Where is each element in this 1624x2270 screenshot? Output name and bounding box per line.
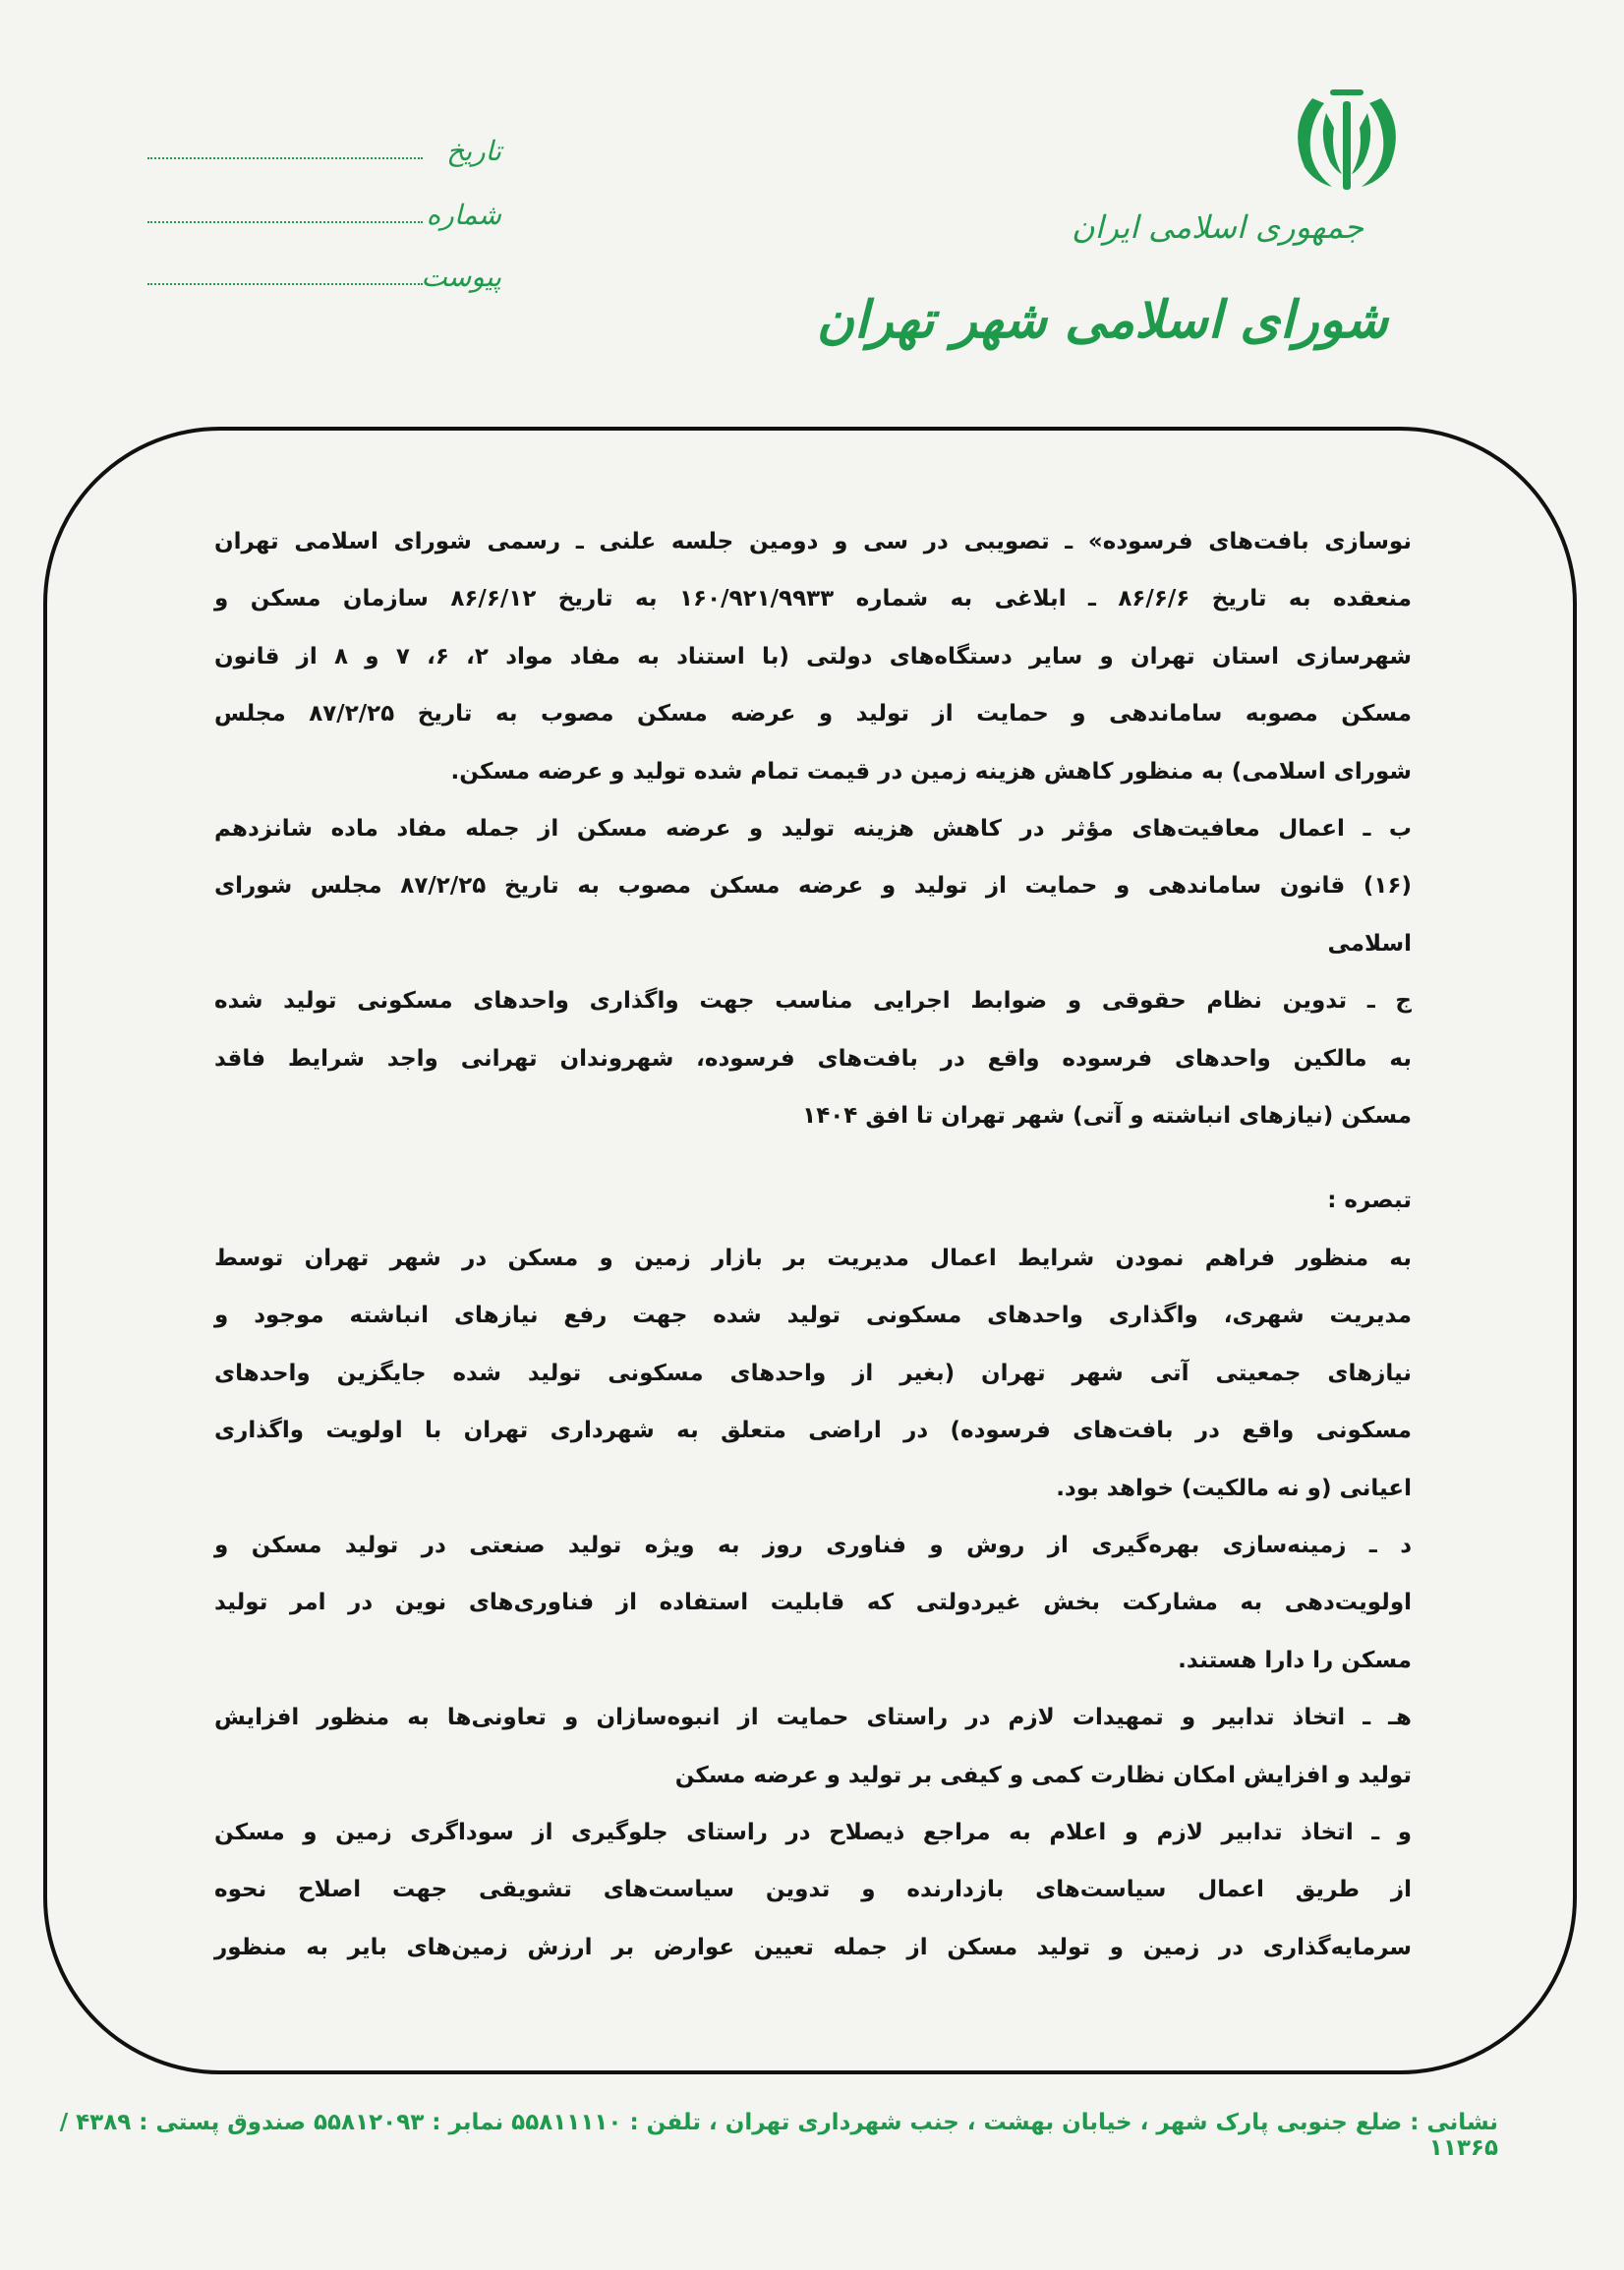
attachment-field [147, 254, 501, 293]
number-line [147, 220, 423, 223]
footer-address: نشانی : ضلع جنوبی پارک شهر ، خیابان بهشت ، جنب شهرداری تهران ، تلفن : ۵۵۸۱۱۱۱۰ نمابر : ۵۵۸۱۲۰۹۳ صندوق پستی : ۴۳۸۹ / ۱۱۳۶۵ [59, 2110, 1498, 2161]
note-heading: تبصره : [1327, 1188, 1412, 1214]
council-title: شورای اسلامی شهر تهران [816, 290, 1388, 350]
date-line [147, 156, 423, 159]
date-field [147, 128, 501, 167]
text-line: مسکن را دارا هستند. [1178, 1647, 1412, 1673]
text-line: سرمایه‌گذاری در زمین و تولید مسکن از جمله تعیین عوارض بر ارزش زمین‌های بایر به منظور [214, 1934, 1412, 1960]
text-line: اسلامی [1327, 930, 1412, 957]
number-label: شماره [426, 199, 501, 231]
text-line: تولید و افزایش امکان نظارت کمی و کیفی بر تولید و عرضه مسکن [674, 1762, 1412, 1788]
text-line: شورای اسلامی) به منظور کاهش هزینه زمین در قیمت تمام شده تولید و عرضه مسکن. [450, 758, 1412, 785]
text-line: هـ ـ اتخاذ تدابیر و تمهیدات لازم در راستای حمایت از انبوه‌سازان و تعاونی‌ها به منظور افزایش [214, 1705, 1412, 1731]
text-line: نیازهای جمعیتی آتی شهر تهران (بغیر از واحدهای مسکونی تولید شده جایگزین واحدهای [214, 1360, 1412, 1386]
text-line: (۱۶) قانون ساماندهی و حمایت از تولید و عرضه مسکن مصوب به تاریخ ۸۷/۲/۲۵ مجلس شورای [214, 873, 1412, 900]
text-line: به مالکین واحدهای فرسوده واقع در بافت‌های فرسوده، شهروندان تهرانی واجد شرایط فاقد [214, 1045, 1412, 1072]
text-line: منعقده به تاریخ ۸۶/۶/۶ ـ ابلاغی به شماره ۱۶۰/۹۲۱/۹۹۳۳ به تاریخ ۸۶/۶/۱۲ سازمان مسکن و [214, 586, 1412, 612]
attachment-label: پیوست [421, 261, 501, 293]
text-line: شهرسازی استان تهران و سایر دستگاه‌های دولتی (با استناد به مفاد مواد ۲، ۶، ۷ و ۸ از قانون [214, 643, 1412, 669]
text-line: نوسازی بافت‌های فرسوده» ـ تصویبی در سی و دومین جلسه علنی ـ رسمی شورای اسلامی تهران [214, 529, 1412, 554]
republic-title: جمهوری اسلامی ایران [1072, 208, 1363, 246]
text-line: د ـ زمینه‌سازی بهره‌گیری از روش و فناوری روز به ویژه تولید صنعتی در تولید مسکن و [214, 1532, 1412, 1558]
date-label: تاریخ [446, 135, 501, 167]
text-line: ب ـ اعمال معافیت‌های مؤثر در کاهش هزینه تولید و عرضه مسکن از جمله مفاد ماده شانزدهم [214, 816, 1412, 843]
text-line: مسکونی واقع در بافت‌های فرسوده) در اراضی متعلق به شهرداری تهران با اولویت واگذاری [214, 1418, 1412, 1444]
text-line: مسکن (نیازهای انباشته و آتی) شهر تهران تا افق ۱۴۰۴ [802, 1103, 1412, 1130]
text-line: به منظور فراهم نمودن شرایط اعمال مدیریت بر بازار زمین و مسکن در شهر تهران توسط [214, 1245, 1412, 1271]
text-line: ج ـ تدوین نظام حقوقی و ضوابط اجرایی مناسب جهت واگذاری واحدهای مسکونی تولید شده [214, 988, 1412, 1015]
text-line: و ـ اتخاذ تدابیر لازم و اعلام به مراجع ذیصلاح در راستای جلوگیری از سوداگری زمین و مسکن [214, 1819, 1412, 1845]
iran-emblem-icon [1283, 84, 1411, 202]
number-field [147, 192, 501, 231]
text-line: از طریق اعمال سیاست‌های بازدارنده و تدوین سیاست‌های تشویقی جهت اصلاح نحوه [214, 1877, 1412, 1903]
text-line: مسکن مصوبه ساماندهی و حمایت از تولید و عرضه مسکن مصوب به تاریخ ۸۷/۲/۲۵ مجلس [214, 701, 1412, 728]
text-line: اعیانی (و نه مالکیت) خواهد بود. [1056, 1475, 1412, 1501]
text-line: مدیریت شهری، واگذاری واحدهای مسکونی تولید شده جهت رفع نیازهای انباشته موجود و [214, 1303, 1412, 1329]
document-body [214, 513, 1412, 1976]
attachment-line [147, 282, 423, 285]
text-line: اولویت‌دهی به مشارکت بخش غیردولتی که قابلیت استفاده از فناوری‌های نوین در امر تولید [214, 1590, 1412, 1616]
